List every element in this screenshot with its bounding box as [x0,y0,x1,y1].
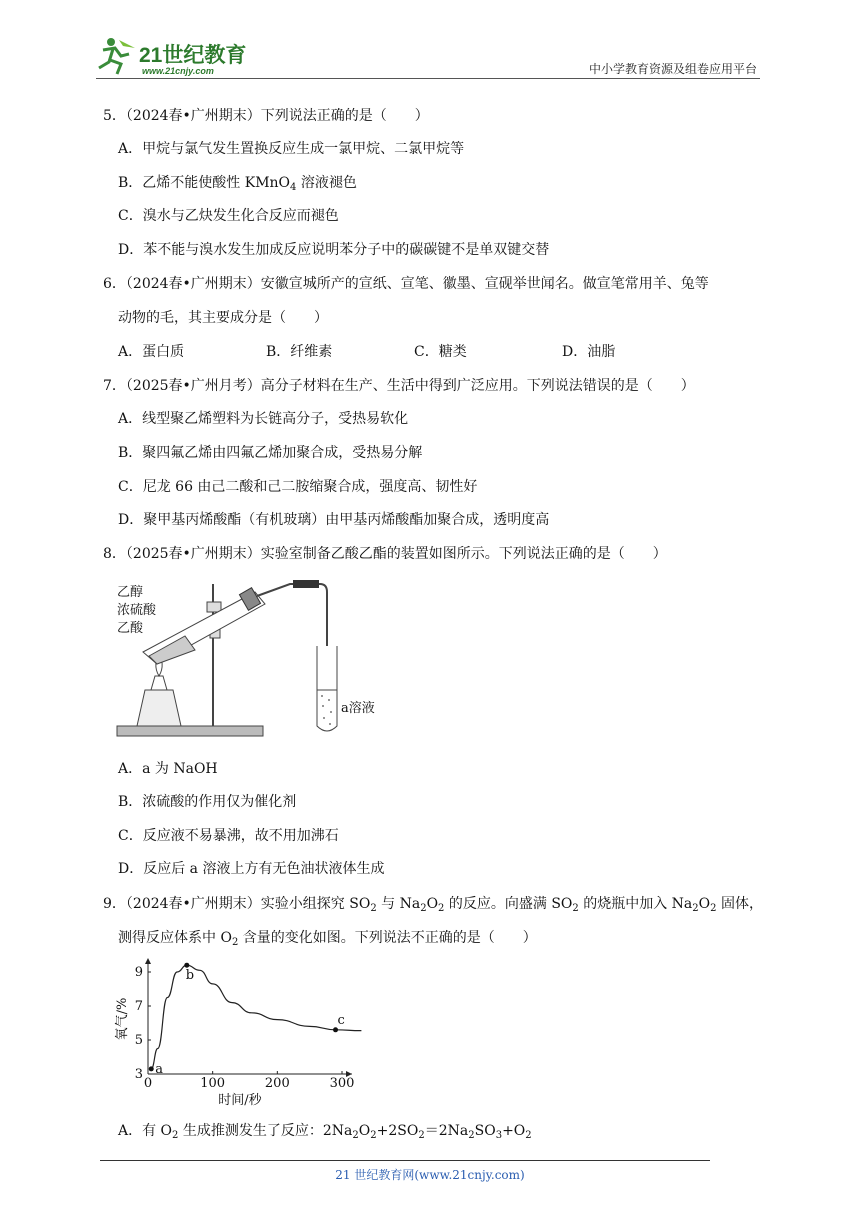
point-label-b: b [185,968,195,984]
site-logo [95,34,265,78]
logo-url: www.21cnjy.com [142,66,214,76]
logo-text: 21世纪教育 [139,44,247,67]
q8-option-c: C．反应液不易暴沸，故不用加沸石 [118,828,339,844]
x-tick-label: 200 [264,1076,290,1091]
q6-option-b: B．纤维素 [266,344,333,360]
x-axis-label: 时间/秒 [218,1093,262,1108]
q7-option-c: C．尼龙 66 由己二酸和己二胺缩聚合成，强度高、韧性好 [118,479,478,495]
q5-option-b: B．乙烯不能使酸性 KMnO$_4$ 溶液褪色 [118,175,357,193]
data-point-a [149,1066,154,1071]
q8-stem: 8．（2025春•广州期末）实验室制备乙酸乙酯的装置如图所示。下列说法正确的是（ ） [103,546,667,562]
runner-icon [99,38,135,74]
y-tick-label: 7 [134,999,143,1014]
platform-name: 中小学教育资源及组卷应用平台 [588,62,757,76]
header-divider [96,78,760,79]
x-tick-label: 300 [329,1076,355,1091]
label-acetic-acid: 乙酸 [117,621,144,636]
apparatus-figure [115,580,405,740]
x-tick-label: 0 [143,1076,153,1091]
q7-option-d: D．聚甲基丙烯酸酯（有机玻璃）由甲基丙烯酸酯加聚合成，透明度高 [118,512,550,528]
oxygen-chart [112,956,367,1111]
y-tick-label: 9 [134,965,143,980]
q9-option-a: A．有 $O_2$ 生成推测发生了反应：$2Na_2O_2+2SO_2=2Na_2SO_3+O_2$ [118,1123,532,1141]
q5-option-a: A．甲烷与氯气发生置换反应生成一氯甲烷、二氯甲烷等 [118,141,465,157]
q7-option-b: B．聚四氟乙烯由四氟乙烯加聚合成，受热易分解 [118,445,423,461]
q6-option-d: D．油脂 [562,344,616,360]
series-line [151,965,361,1069]
q6-option-c: C．糖类 [414,344,467,360]
q7-stem: 7．（2025春•广州月考）高分子材料在生产、生活中得到广泛应用。下列说法错误的是（ ） [103,378,695,394]
y-axis-label: 氧气/% [115,997,130,1041]
footer-text: 21 世纪教育网(www.21cnjy.com) [335,1168,525,1182]
q7-option-a: A．线型聚乙烯塑料为长链高分子，受热易软化 [118,411,409,427]
q5-option-c: C．溴水与乙炔发生化合反应而褪色 [118,208,339,224]
label-a-solution: a溶液 [341,701,375,716]
point-label-a: a [155,1061,163,1077]
y-tick-label: 5 [134,1033,143,1048]
y-tick-label: 3 [134,1067,143,1082]
q6-option-a: A．蛋白质 [118,344,185,360]
q5-option-d: D．苯不能与溴水发生加成反应说明苯分子中的碳碳键不是单双键交替 [118,242,550,258]
x-tick-label: 100 [200,1076,226,1091]
footer-divider [100,1160,710,1161]
label-ethanol: 乙醇 [117,585,144,600]
q9-stem-line2: 测得反应体系中 $O_2$ 含量的变化如图。下列说法不正确的是（ ） [118,930,537,948]
point-label-c: c [337,1012,345,1028]
data-point-b [184,963,189,968]
data-point-c [333,1027,338,1032]
q8-option-b: B．浓硫酸的作用仅为催化剂 [118,794,297,810]
q8-option-a: A．a 为 NaOH [118,761,218,777]
label-sulfuric-acid: 浓硫酸 [117,603,157,618]
y-axis-arrow [145,958,151,964]
q6-stem-line1: 6．（2024春•广州期末）安徽宣城所产的宣纸、宣笔、徽墨、宣砚举世闻名。做宣笔常用羊、兔等 [103,276,709,292]
q8-option-d: D．反应后 a 溶液上方有无色油状液体生成 [118,861,385,877]
q5-stem: 5．（2024春•广州期末）下列说法正确的是（ ） [103,108,429,124]
q9-stem-line1: 9．（2024春•广州期末）实验小组探究 $SO_2$ 与 $Na_2O_2$ 的反应。向盛满 $SO_2$ 的烧瓶中加入 $Na_2O_2$ 固体， [103,896,763,914]
q6-stem-line2: 动物的毛，其主要成分是（ ） [118,310,328,326]
